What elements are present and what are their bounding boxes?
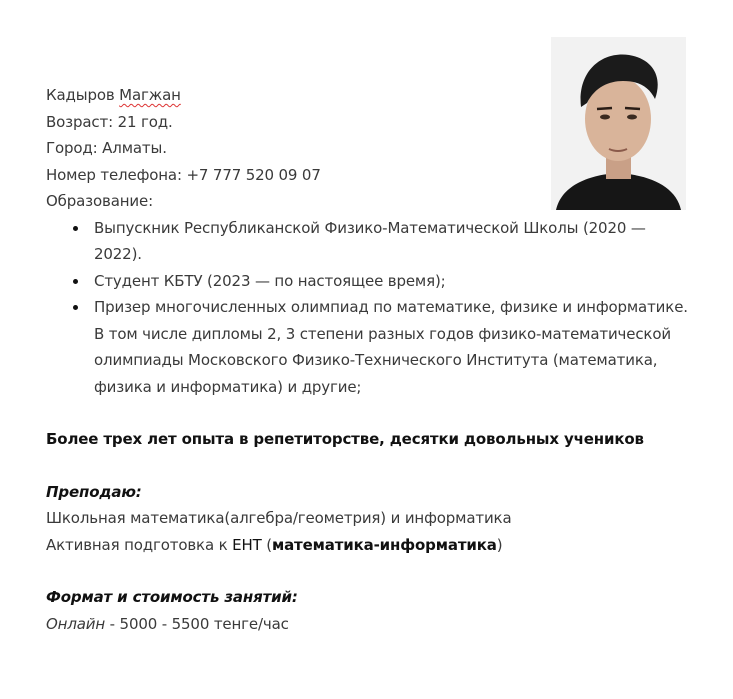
- full-name: [46, 82, 696, 109]
- age-line: Возраст: 21 год.: [46, 112, 173, 131]
- teaching-heading: Преподаю:: [46, 482, 142, 501]
- first-name: Кадыров: [46, 86, 115, 104]
- list-item: Выпускник Республиканской Физико-Математической Школы (2020 — 2022).: [46, 215, 692, 268]
- resume-document: [46, 82, 696, 637]
- education-list: [46, 215, 696, 401]
- experience-line: Более трех лет опыта в репетиторстве, десятки довольных учеников: [46, 430, 644, 448]
- teaching-line-2: Активная подготовка к ЕНТ (математика-информатика): [46, 535, 503, 554]
- format-heading: Формат и стоимость занятий:: [46, 588, 298, 606]
- format-line: [46, 611, 696, 638]
- teaching-line-1: Школьная математика(алгебра/геометрия) и информатика: [46, 509, 512, 527]
- list-item: Призер многочисленных олимпиад по математике, физике и информатике. В том числе дипломы 2, 3 степени разных годов физико-математической олимпиады Московского Физико-Технического Института (математика, физика и информатика) и другие;: [46, 294, 692, 400]
- ent-subject: математика-информатика: [271, 535, 497, 554]
- bullet-icon: [73, 279, 78, 284]
- format-mode: Онлайн: [46, 614, 106, 633]
- city-line: Город: Алматы.: [46, 139, 167, 157]
- bullet-icon: [73, 305, 78, 310]
- list-item: Студент КБТУ (2023 — по настоящее время);: [46, 268, 692, 295]
- bullet-icon: [73, 226, 78, 231]
- format-price: - 5000 - 5500 тенге/час: [105, 614, 289, 633]
- ent-label: ЕНТ: [232, 535, 262, 554]
- phone-line: Номер телефона: +7 777 520 09 07: [46, 165, 321, 184]
- education-label: Образование:: [46, 192, 153, 210]
- last-name: Магжан: [119, 86, 181, 104]
